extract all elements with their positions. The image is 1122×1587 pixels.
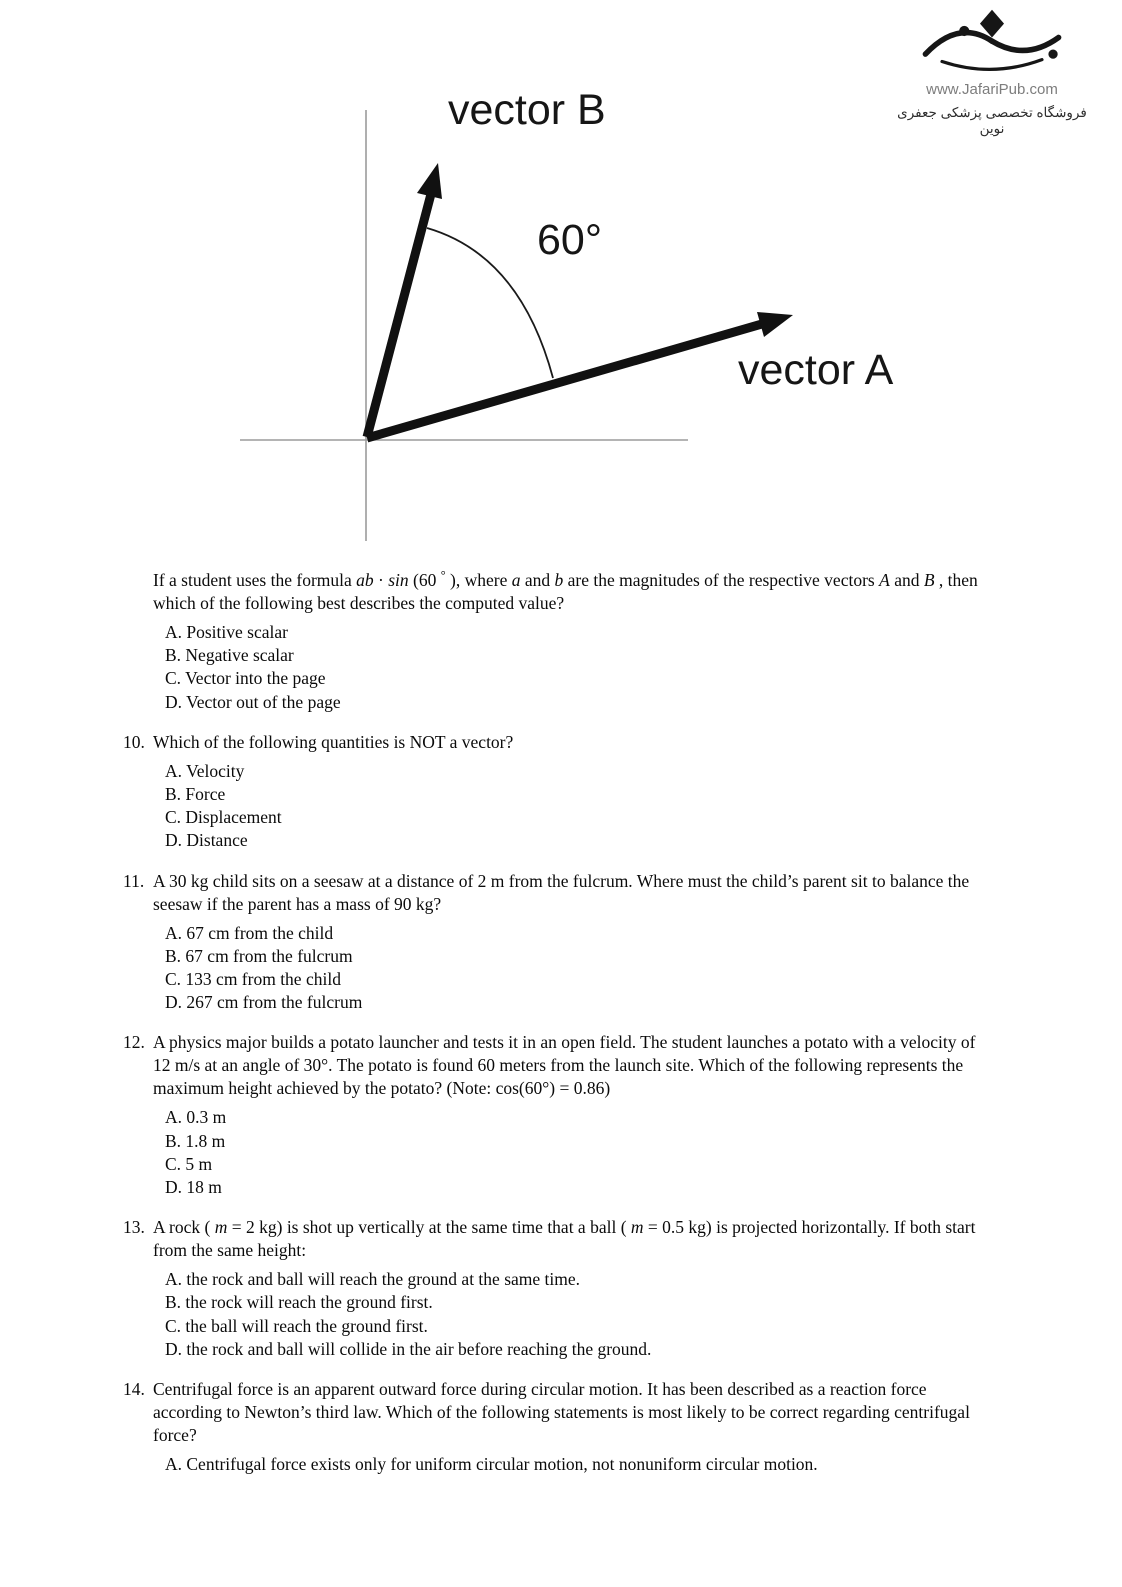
question-number: 11.: [123, 870, 145, 891]
option-b: B. the rock will reach the ground first.: [165, 1292, 433, 1313]
option-b: B. 1.8 m: [165, 1130, 226, 1151]
option-d: D. Distance: [165, 830, 248, 851]
vector-a-arrow: [367, 324, 762, 438]
question-stem: Which of the following quantities is NOT a vector?: [153, 731, 514, 752]
option-a: A. Centrifugal force exists only for uniform circular motion, not nonuniform circular motion.: [165, 1454, 818, 1475]
question-number: 10.: [123, 731, 145, 752]
questions-section: [123, 569, 997, 1476]
question-number: 13.: [123, 1217, 145, 1238]
options-list: [165, 922, 997, 1015]
vector-b-label: vector B: [448, 86, 606, 134]
vector-a-arrowhead: [757, 312, 793, 337]
vector-b-arrow: [367, 194, 431, 437]
option-b: B. Force: [165, 784, 226, 805]
option-b: B. 67 cm from the fulcrum: [165, 945, 353, 966]
question-number: 14.: [123, 1379, 145, 1400]
options-list: [165, 1268, 997, 1361]
option-c: C. the ball will reach the ground first.: [165, 1315, 428, 1336]
question-stem: A physics major builds a potato launcher and tests it in an open field. The student launches a potato with a velocity of 12 m/s at an angle of 30°. The potato is found 60 meters from the launch site. Which of the following represents the maximum height achieved by the potato? (Note: cos(60°) = 0.86): [153, 1032, 976, 1099]
question-12: [123, 1031, 997, 1199]
option-d: D. the rock and ball will collide in the air before reaching the ground.: [165, 1338, 652, 1359]
logo-persian-tagline: فروشگاه تخصصی پزشکی جعفری نوین: [897, 105, 1087, 136]
question-9-continuation: [123, 569, 997, 714]
logo-site-url: www.JafariPub.com: [926, 81, 1058, 98]
options-list: [165, 760, 997, 853]
question-11: [123, 870, 997, 1015]
options-list: [165, 621, 997, 714]
question-stem: A rock ( m = 2 kg) is shot up vertically at the same time that a ball ( m = 0.5 kg) is projected horizontally. If both start from the same height:: [153, 1217, 976, 1261]
question-13: [123, 1216, 997, 1361]
question-10: [123, 731, 997, 853]
angle-label: 60°: [537, 216, 603, 264]
option-c: C. Vector into the page: [165, 668, 326, 689]
angle-arc: [427, 228, 553, 378]
question-stem: If a student uses the formula ab · sin (60 ° ), where a and b are the magnitudes of the respective vectors A and B , then which of the following best describes the computed value?: [153, 568, 978, 613]
option-c: C. 5 m: [165, 1153, 213, 1174]
option-d: D. 267 cm from the fulcrum: [165, 992, 363, 1013]
option-a: A. Velocity: [165, 760, 245, 781]
question-stem: Centrifugal force is an apparent outward force during circular motion. It has been described as a reaction force according to Newton’s third law. Which of the following statements is most likely to be correct regarding centrifugal force?: [153, 1379, 970, 1446]
option-c: C. Displacement: [165, 807, 282, 828]
option-d: D. Vector out of the page: [165, 691, 341, 712]
options-list: [165, 1106, 997, 1199]
vector-diagram: [0, 0, 1122, 560]
option-a: A. 0.3 m: [165, 1107, 227, 1128]
option-c: C. 133 cm from the child: [165, 969, 341, 990]
option-b: B. Negative scalar: [165, 645, 294, 666]
option-a: A. the rock and ball will reach the ground at the same time.: [165, 1269, 581, 1290]
option-a: A. 67 cm from the child: [165, 922, 334, 943]
question-stem: A 30 kg child sits on a seesaw at a distance of 2 m from the fulcrum. Where must the child’s parent sit to balance the seesaw if the parent has a mass of 90 kg?: [153, 870, 970, 914]
question-number: 12.: [123, 1032, 145, 1053]
options-list: [165, 1453, 997, 1476]
question-14: [123, 1378, 997, 1476]
option-a: A. Positive scalar: [165, 622, 288, 642]
vector-b-arrowhead: [417, 163, 442, 199]
vector-a-label: vector A: [738, 346, 894, 394]
option-d: D. 18 m: [165, 1177, 222, 1198]
